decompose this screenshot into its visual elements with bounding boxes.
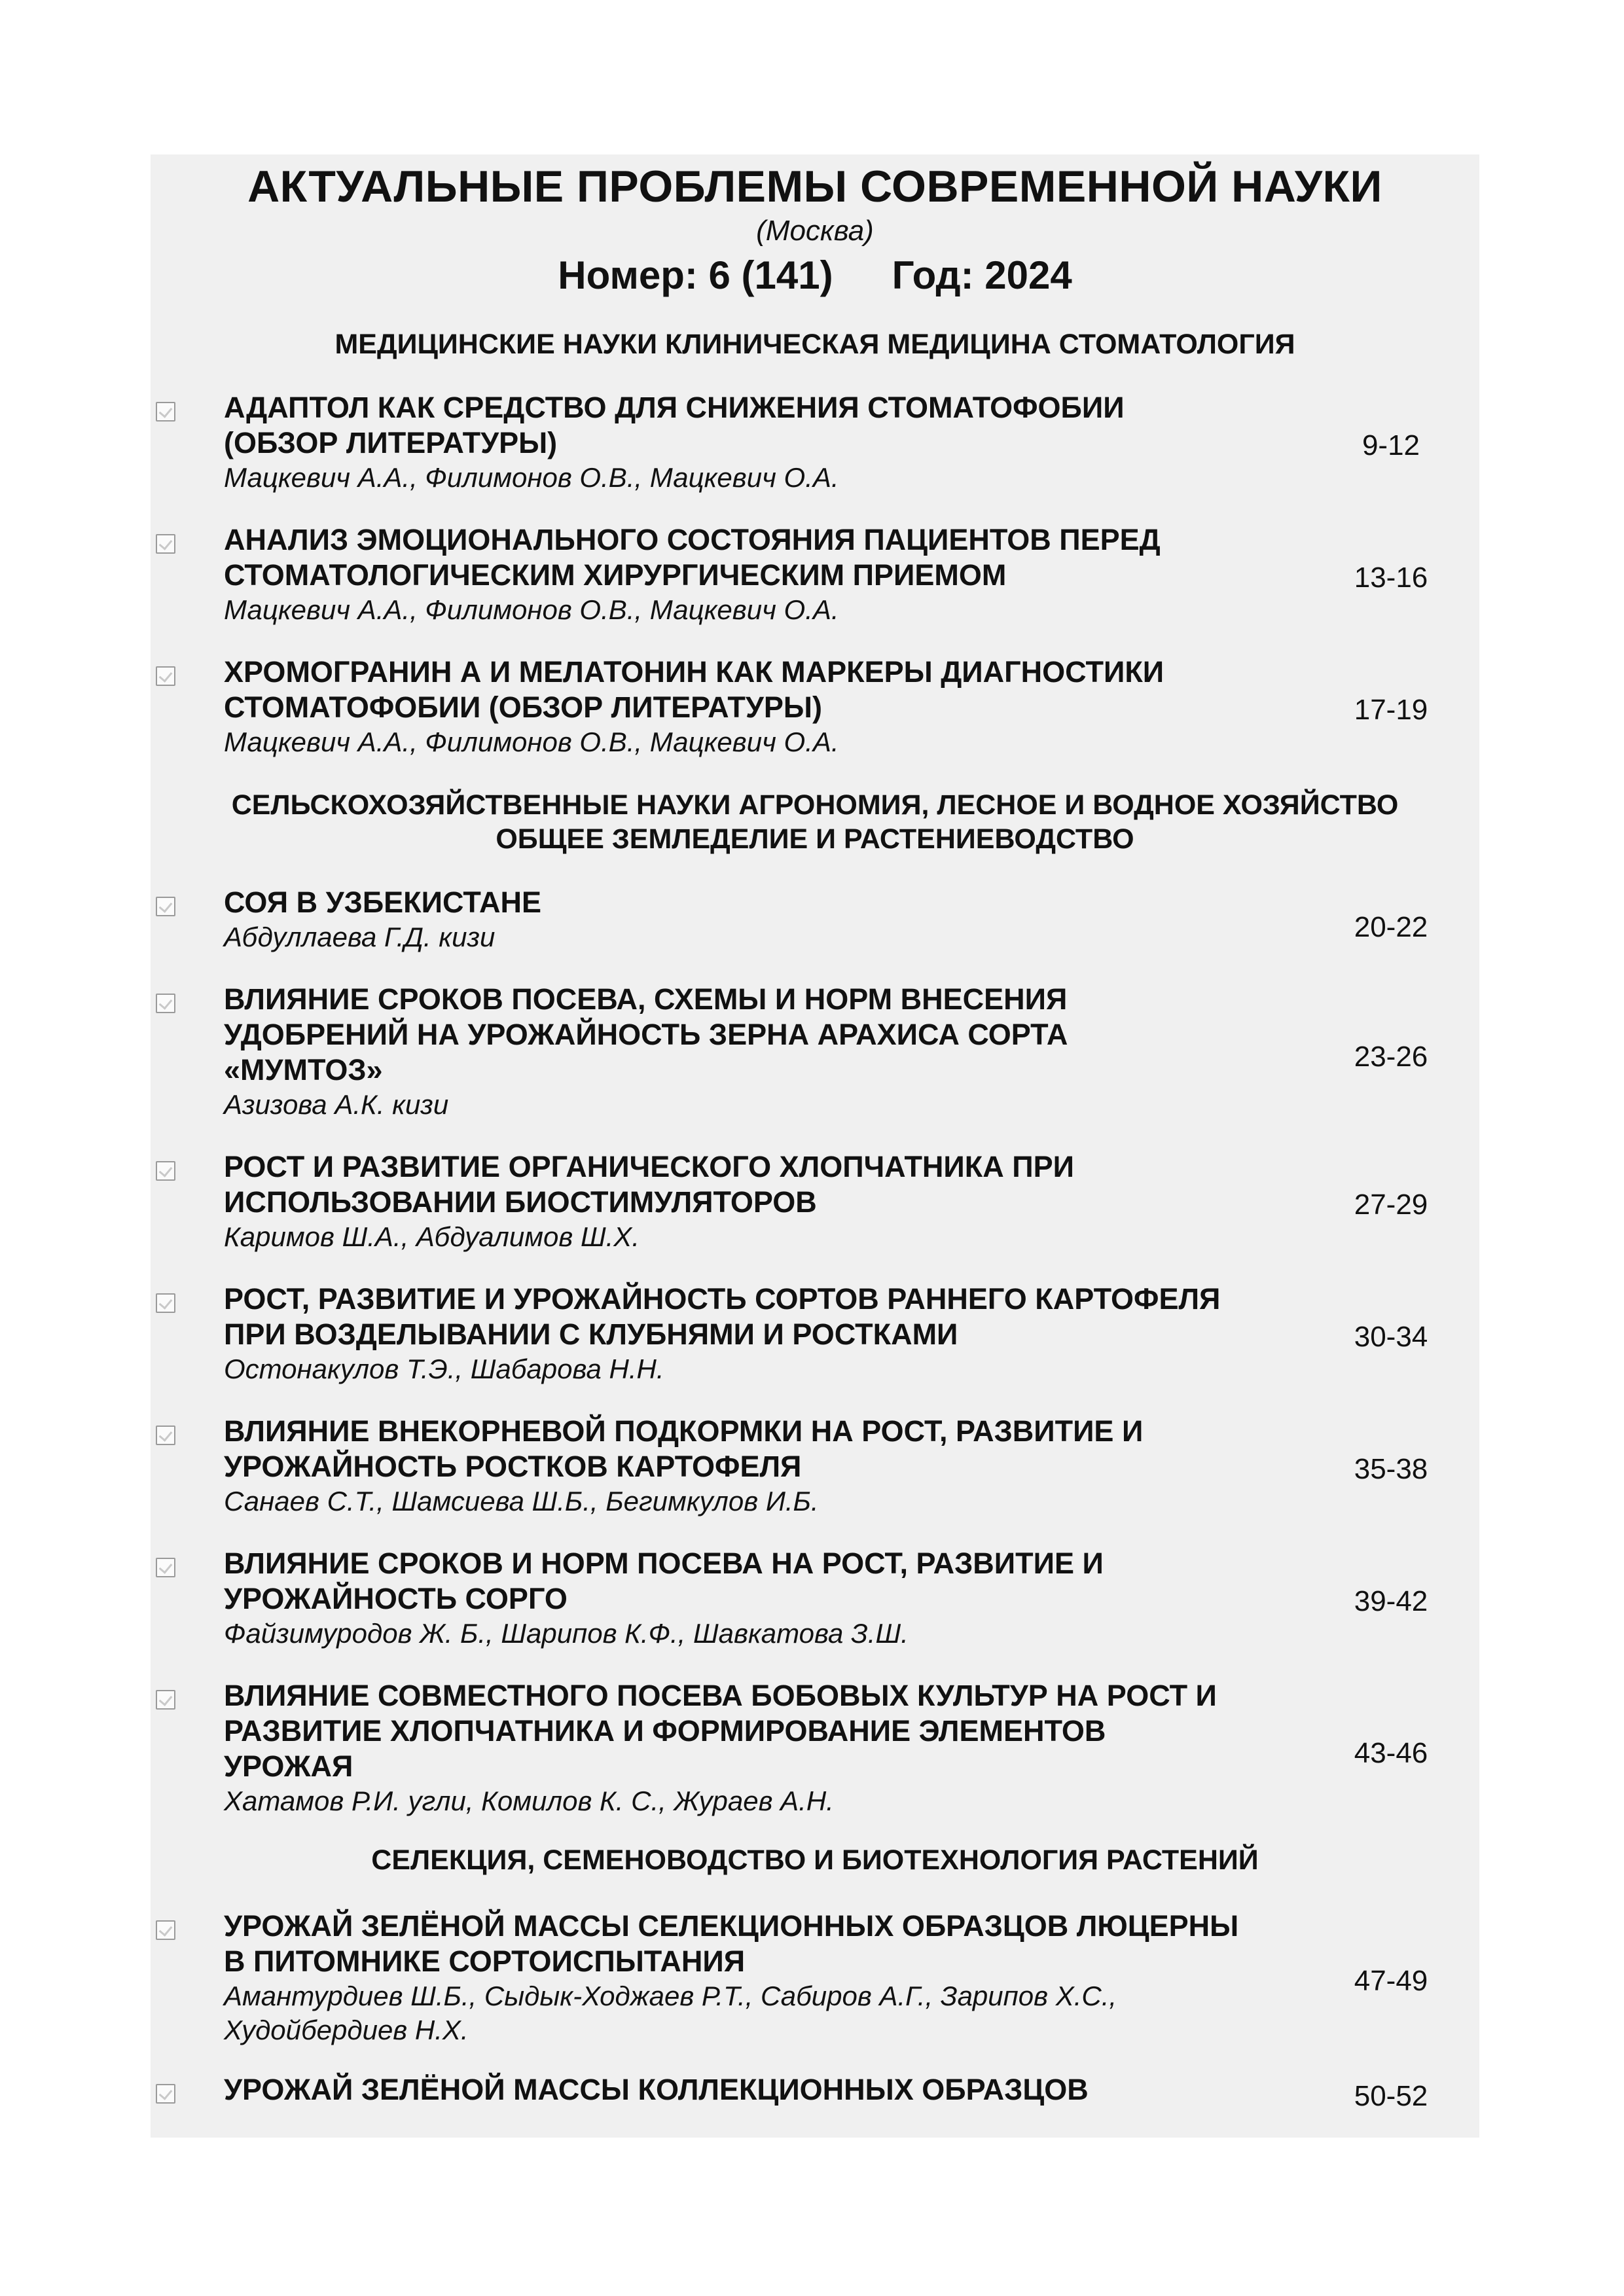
article-pages: 30-34 — [1354, 1321, 1428, 1353]
article-pages: 23-26 — [1354, 1041, 1428, 1073]
article-title[interactable]: ВЛИЯНИЕ СРОКОВ И НОРМ ПОСЕВА НА РОСТ, РАЗВИТИЕ И УРОЖАЙНОСТЬ СОРГО — [224, 1547, 1104, 1615]
article-authors: Амантурдиев Ш.Б., Сыдык-Ходжаев Р.Т., Сабиров А.Г., Зарипов Х.С., Худойбердиев Н.Х. — [224, 1981, 1117, 2045]
article-authors: Остонакулов Т.Э., Шабарова Н.Н. — [224, 1354, 664, 1384]
article-pages: 35-38 — [1354, 1453, 1428, 1485]
select-checkbox[interactable] — [156, 534, 175, 554]
article-authors: Абдуллаева Г.Д. кизи — [224, 922, 496, 952]
article-authors: Хатамов Р.И. угли, Комилов К. С., Жураев А.Н. — [224, 1785, 834, 1816]
select-checkbox[interactable] — [156, 1426, 175, 1445]
article-title[interactable]: ВЛИЯНИЕ СРОКОВ ПОСЕВА, СХЕМЫ И НОРМ ВНЕСЕНИЯ УДОБРЕНИЙ НА УРОЖАЙНОСТЬ ЗЕРНА АРАХИСА СОРТА «МУМТОЗ» — [224, 982, 1068, 1086]
article-title[interactable]: СОЯ В УЗБЕКИСТАНЕ — [224, 886, 542, 919]
select-checkbox[interactable] — [156, 1161, 175, 1181]
article-authors: Мацкевич А.А., Филимонов О.В., Мацкевич О.А. — [224, 726, 839, 757]
select-checkbox[interactable] — [156, 1690, 175, 1710]
journal-city: (Москва) — [756, 215, 874, 247]
select-checkbox[interactable] — [156, 1558, 175, 1577]
article-title[interactable]: УРОЖАЙ ЗЕЛЁНОЙ МАССЫ КОЛЛЕКЦИОННЫХ ОБРАЗЦОВ — [224, 2073, 1089, 2106]
select-checkbox[interactable] — [156, 994, 175, 1013]
article-pages: 39-42 — [1354, 1585, 1428, 1617]
article-title[interactable]: РОСТ, РАЗВИТИЕ И УРОЖАЙНОСТЬ СОРТОВ РАННЕГО КАРТОФЕЛЯ ПРИ ВОЗДЕЛЫВАНИИ С КЛУБНЯМИ И РОСТКАМИ — [224, 1282, 1221, 1351]
article-title[interactable]: ВЛИЯНИЕ СОВМЕСТНОГО ПОСЕВА БОБОВЫХ КУЛЬТУР НА РОСТ И РАЗВИТИЕ ХЛОПЧАТНИКА И ФОРМИРОВАНИЕ ЭЛЕМЕНТОВ УРОЖАЯ — [224, 1679, 1217, 1783]
article-authors: Азизова А.К. кизи — [224, 1089, 449, 1120]
select-checkbox[interactable] — [156, 1293, 175, 1313]
article-pages: 17-19 — [1354, 694, 1428, 726]
article-title[interactable]: АДАПТОЛ КАК СРЕДСТВО ДЛЯ СНИЖЕНИЯ СТОМАТОФОБИИ (ОБЗОР ЛИТЕРАТУРЫ) — [224, 391, 1125, 459]
section-heading-selection: СЕЛЕКЦИЯ, СЕМЕНОВОДСТВО И БИОТЕХНОЛОГИЯ РАСТЕНИЙ — [371, 1844, 1259, 1876]
article-pages: 9-12 — [1362, 429, 1420, 461]
section-heading-agriculture: СЕЛЬСКОХОЗЯЙСТВЕННЫЕ НАУКИ АГРОНОМИЯ, ЛЕСНОЕ И ВОДНОЕ ХОЗЯЙСТВО ОБЩЕЕ ЗЕМЛЕДЕЛИЕ И РАСТЕНИЕВОДСТВО — [231, 789, 1399, 855]
article-pages: 50-52 — [1354, 2080, 1428, 2112]
article-authors: Санаев С.Т., Шамсиева Ш.Б., Бегимкулов И.Б. — [224, 1486, 819, 1516]
select-checkbox[interactable] — [156, 666, 175, 686]
issue-year: Год: 2024 — [892, 253, 1072, 297]
article-title[interactable]: ВЛИЯНИЕ ВНЕКОРНЕВОЙ ПОДКОРМКИ НА РОСТ, РАЗВИТИЕ И УРОЖАЙНОСТЬ РОСТКОВ КАРТОФЕЛЯ — [224, 1414, 1144, 1483]
article-authors: Каримов Ш.А., Абдуалимов Ш.Х. — [224, 1221, 640, 1252]
article-pages: 27-29 — [1354, 1189, 1428, 1221]
contents-panel — [151, 154, 1479, 2138]
select-checkbox[interactable] — [156, 2084, 175, 2104]
select-checkbox[interactable] — [156, 1920, 175, 1940]
article-pages: 13-16 — [1354, 562, 1428, 594]
issue-info — [151, 253, 1479, 298]
journal-title: АКТУАЛЬНЫЕ ПРОБЛЕМЫ СОВРЕМЕННОЙ НАУКИ — [247, 162, 1382, 211]
article-pages: 47-49 — [1354, 1965, 1428, 1997]
article-authors: Мацкевич А.А., Филимонов О.В., Мацкевич О.А. — [224, 462, 839, 493]
article-pages: 43-46 — [1354, 1737, 1428, 1769]
article-title[interactable]: РОСТ И РАЗВИТИЕ ОРГАНИЧЕСКОГО ХЛОПЧАТНИКА ПРИ ИСПОЛЬЗОВАНИИ БИОСТИМУЛЯТОРОВ — [224, 1150, 1074, 1219]
section-heading-medicine: МЕДИЦИНСКИЕ НАУКИ КЛИНИЧЕСКАЯ МЕДИЦИНА СТОМАТОЛОГИЯ — [334, 329, 1295, 360]
article-title[interactable]: АНАЛИЗ ЭМОЦИОНАЛЬНОГО СОСТОЯНИЯ ПАЦИЕНТОВ ПЕРЕД СТОМАТОЛОГИЧЕСКИМ ХИРУРГИЧЕСКИМ ПРИЕМОМ — [224, 523, 1161, 592]
select-checkbox[interactable] — [156, 897, 175, 916]
article-pages: 20-22 — [1354, 911, 1428, 943]
issue-number: Номер: 6 (141) — [558, 253, 833, 297]
article-authors: Мацкевич А.А., Филимонов О.В., Мацкевич О.А. — [224, 594, 839, 625]
article-title[interactable]: УРОЖАЙ ЗЕЛЁНОЙ МАССЫ СЕЛЕКЦИОННЫХ ОБРАЗЦОВ ЛЮЦЕРНЫ В ПИТОМНИКЕ СОРТОИСПЫТАНИЯ — [224, 1909, 1239, 1978]
article-authors: Файзимуродов Ж. Б., Шарипов К.Ф., Шавкатова З.Ш. — [224, 1618, 909, 1649]
article-title[interactable]: ХРОМОГРАНИН А И МЕЛАТОНИН КАК МАРКЕРЫ ДИАГНОСТИКИ СТОМАТОФОБИИ (ОБЗОР ЛИТЕРАТУРЫ) — [224, 655, 1164, 724]
select-checkbox[interactable] — [156, 402, 175, 422]
